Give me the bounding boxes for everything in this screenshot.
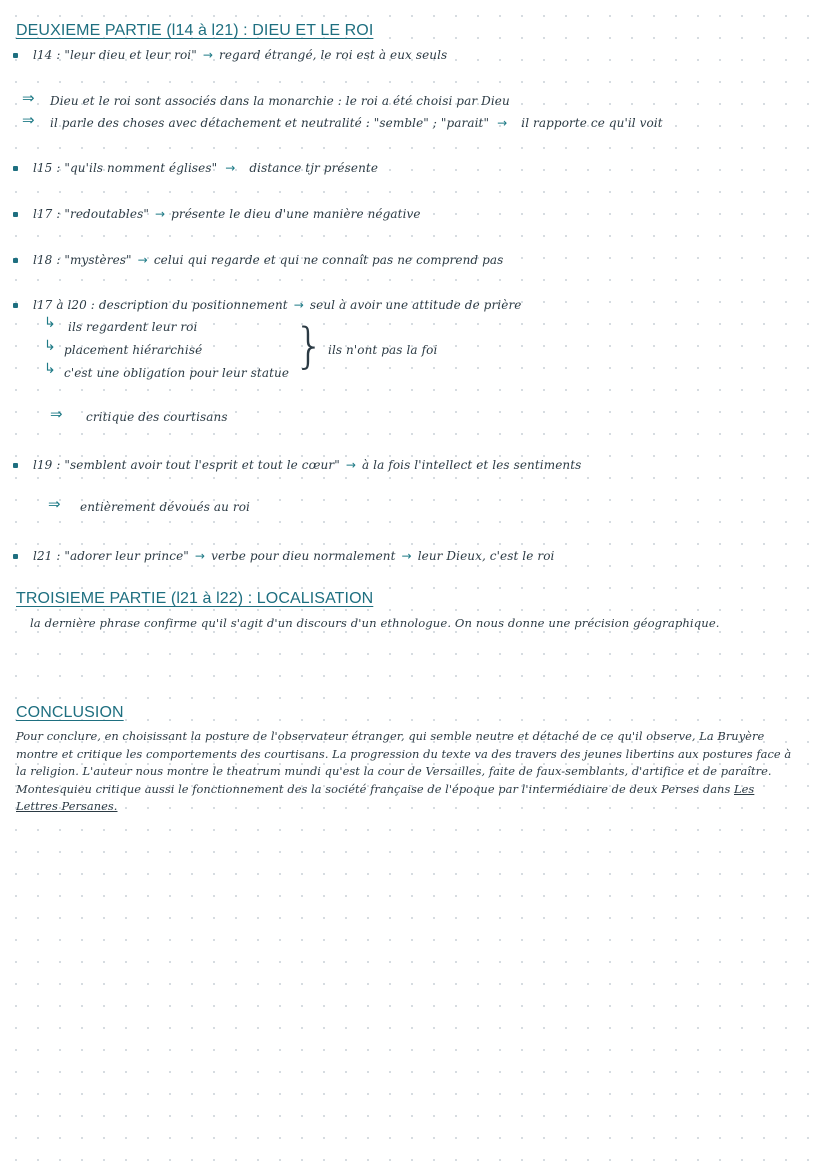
analysis: présente le dieu d'une manière négative [171, 207, 421, 221]
double-arrow-icon: ⇒ [48, 495, 61, 513]
note-l14 [33, 48, 447, 62]
conclusion-paragraph [16, 781, 798, 816]
sub-item: c'est une obligation pour leur statue [64, 366, 290, 380]
double-arrow-icon: ⇒ [50, 405, 63, 423]
bullet [13, 166, 18, 171]
part3-title: TROISIEME PARTIE (l21 à l22) : LOCALISATION [16, 590, 374, 607]
book-title: Les Lettres Persanes. [16, 781, 755, 813]
quote: l18 : "mystères" [33, 253, 132, 267]
note-l21 [33, 549, 554, 563]
sub-arrow-icon: ↳ [44, 361, 56, 377]
part3-text: la dernière phrase confirme qu'il s'agit d'un discours d'un ethnologue. On nous donne une précision géographique. [30, 616, 720, 630]
arrow-icon: → [401, 549, 412, 563]
arrow-icon: → [194, 549, 206, 563]
arrow-icon: → [137, 253, 148, 267]
conclusion-text [16, 728, 798, 816]
quote: l14 : "leur dieu et leur roi" [33, 48, 197, 62]
note-l19 [33, 458, 581, 472]
note-critique: critique des courtisans [86, 410, 228, 424]
quote: l17 à l20 : description du positionnement [33, 298, 288, 312]
analysis: regard étrangé, le roi est à eux seuls [219, 48, 448, 62]
note-l15 [33, 161, 378, 175]
arrow-icon: → [225, 161, 236, 175]
analysis: seul à avoir une attitude de prière [309, 298, 522, 312]
quote: l17 : "redoutables" [33, 207, 149, 221]
bullet [13, 53, 18, 58]
sub-arrow-icon: ↳ [44, 315, 56, 331]
quote: l21 : "adorer leur prince" [33, 549, 189, 563]
note-devoues: entièrement dévoués au roi [80, 500, 250, 514]
part2-title: DEUXIEME PARTIE (l14 à l21) : DIEU ET LE ROI [16, 22, 374, 39]
conclusion-paragraph: Pour conclure, en choisissant la posture de l'observateur étranger, qui semble neutre et détaché de ce qu'il observe, La Bruyère montre et critique les comportements des courtisans. La progression du texte va des travers des jeunes libertins aux postures face à la religion. L'auteur nous montre le theatrum mundi qu'est la cour de Versailles, faite de faux-semblants, d'artifice et de paraître. [16, 729, 792, 778]
arrow-icon: → [154, 207, 166, 221]
analysis: il rapporte ce qu'il voit [521, 116, 663, 130]
note-dieu-roi: Dieu et le roi sont associés dans la monarchie : le roi a été choisi par Dieu [50, 94, 510, 108]
bullet [13, 303, 18, 308]
note-detachement [50, 116, 663, 130]
arrow-icon: → [345, 458, 357, 472]
sub-item: placement hiérarchisé [64, 343, 203, 357]
quote: l15 : "qu'ils nomment églises" [33, 161, 218, 175]
arrow-icon: → [202, 48, 214, 62]
analysis: leur Dieux, c'est le roi [417, 549, 555, 563]
analysis: distance tjr présente [249, 161, 379, 175]
analysis: verbe pour dieu normalement [211, 549, 396, 563]
double-arrow-icon: ⇒ [22, 89, 35, 107]
sub-item: ils regardent leur roi [68, 320, 198, 334]
sub-arrow-icon: ↳ [44, 338, 56, 354]
analysis: à la fois l'intellect et les sentiments [362, 458, 582, 472]
statement: il parle des choses avec détachement et neutralité : "semble" ; "parait" [50, 116, 490, 130]
bullet [13, 554, 18, 559]
conclusion-title: CONCLUSION [16, 704, 124, 721]
arrow-icon: → [497, 116, 508, 130]
brace-note: ils n'ont pas la foi [328, 343, 438, 357]
quote: l19 : "semblent avoir tout l'esprit et tout le cœur" [33, 458, 340, 472]
bullet [13, 463, 18, 468]
double-arrow-icon: ⇒ [22, 111, 35, 129]
note-l18 [33, 253, 503, 267]
bullet [13, 212, 18, 217]
note-l17-l20 [33, 298, 521, 312]
note-l17 [33, 207, 421, 221]
arrow-icon: → [293, 298, 304, 312]
bullet [13, 258, 18, 263]
analysis: celui qui regarde et qui ne connaît pas ne comprend pas [153, 253, 504, 267]
brace-icon: } [294, 318, 325, 374]
conclusion-sentence: Montesquieu critique aussi le fonctionnement des la société française de l'époque par l'intermédiaire de deux Perses dans [16, 781, 731, 796]
